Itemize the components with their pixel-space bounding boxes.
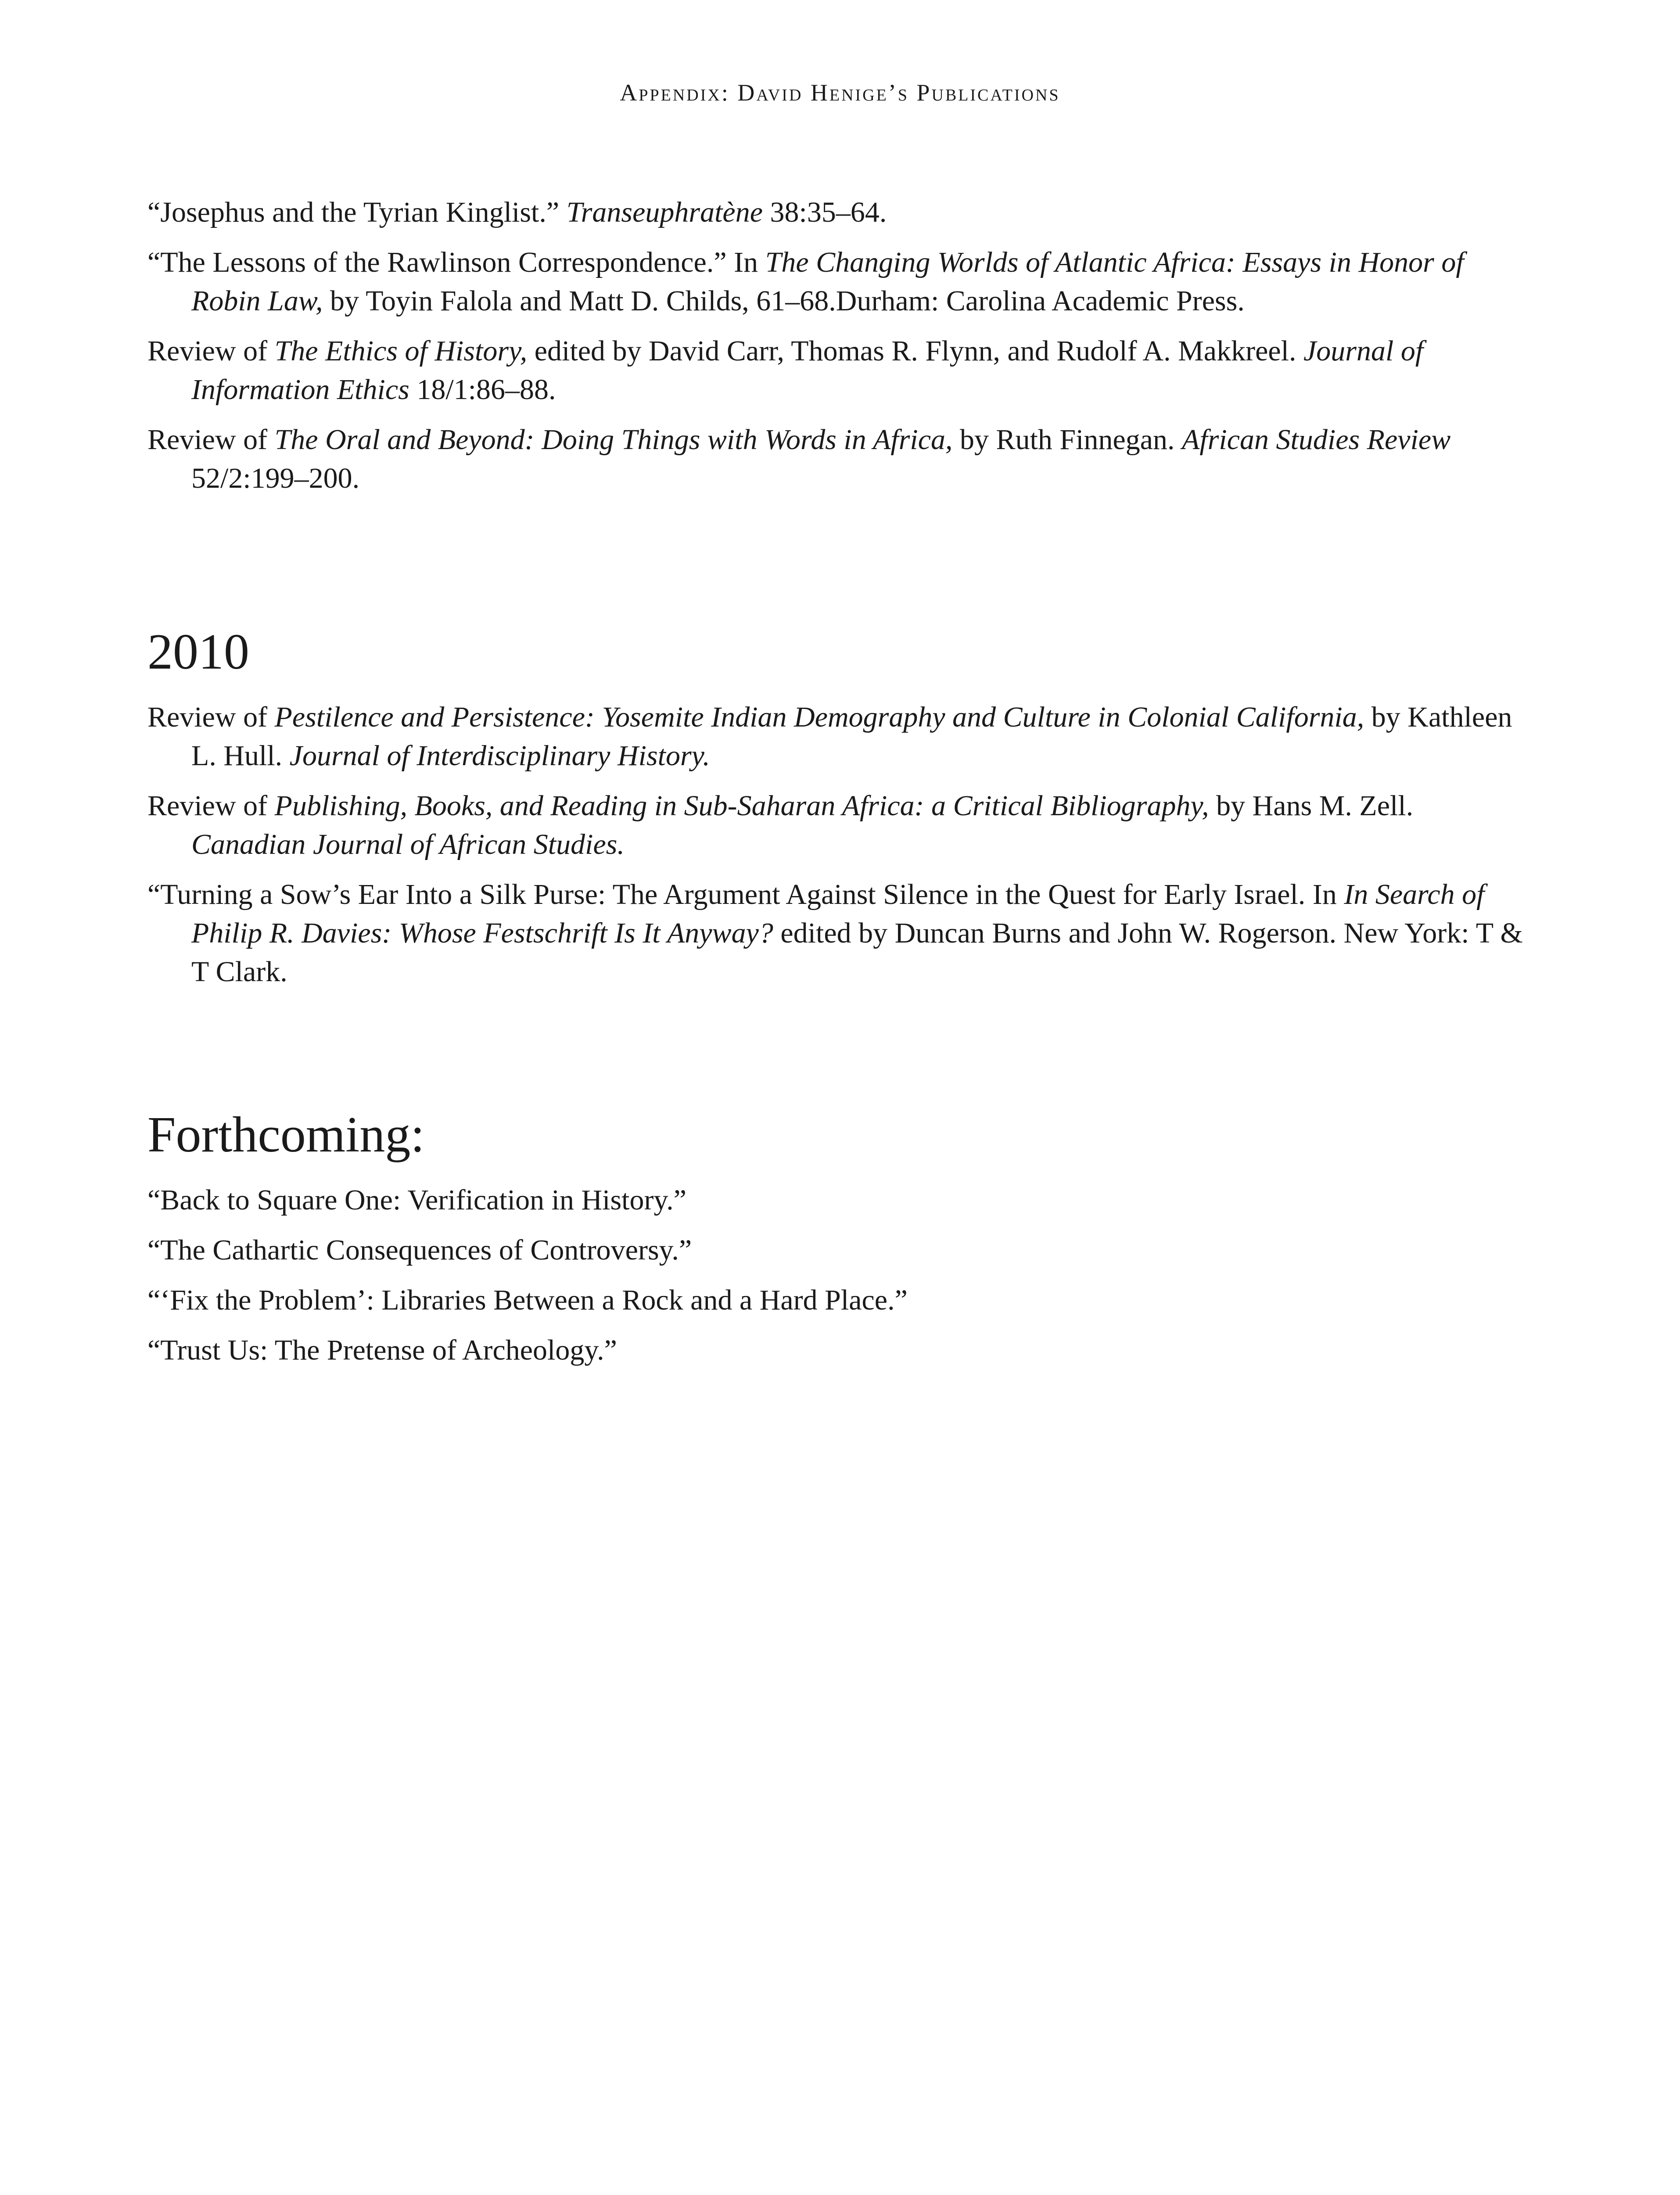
bibliography-entry bbox=[147, 698, 1534, 775]
entry-text: 52/2:199–200. bbox=[191, 462, 360, 494]
entry-text: “Trust Us: The Pretense of Archeology.” bbox=[147, 1334, 617, 1366]
bibliography-entry bbox=[147, 1331, 1534, 1370]
entry-list-2010 bbox=[147, 698, 1534, 1003]
bibliography-entry bbox=[147, 1281, 1534, 1320]
bibliography-entry bbox=[147, 787, 1534, 864]
entry-title-italic: Publishing, Books, and Reading in Sub-Saharan Africa: a Critical Bibliography, bbox=[274, 790, 1209, 822]
bibliography-entry bbox=[147, 1181, 1534, 1220]
entry-text: “Josephus and the Tyrian Kinglist.” bbox=[147, 196, 567, 228]
entry-title-italic: Transeuphratène bbox=[566, 196, 763, 228]
entry-title-italic: Journal of Information Ethics bbox=[191, 335, 1424, 406]
bibliography-entry bbox=[147, 332, 1534, 409]
entry-title-italic: The Changing Worlds of Atlantic Africa: Essays in Honor of Robin Law, bbox=[191, 246, 1464, 317]
section-heading-forthcoming: Forthcoming: bbox=[147, 1107, 425, 1163]
entry-text: edited by David Carr, Thomas R. Flynn, and Rudolf A. Makkreel. bbox=[527, 335, 1303, 367]
entry-list-forthcoming bbox=[147, 1181, 1534, 1381]
entry-text: Review of bbox=[147, 335, 275, 367]
entry-title-italic: African Studies Review bbox=[1182, 424, 1451, 456]
entry-text: 38:35–64. bbox=[763, 196, 887, 228]
entry-text: “The Lessons of the Rawlinson Correspondence.” In bbox=[147, 246, 765, 278]
entry-text: edited by Duncan Burns and John W. Rogerson. New York: T & T Clark. bbox=[191, 917, 1523, 988]
entry-title-italic: Pestilence and Persistence: Yosemite Indian Demography and Culture in Colonial California, bbox=[274, 701, 1364, 733]
entry-title-italic: Journal of Interdisciplinary History. bbox=[289, 740, 710, 772]
running-header: Appendix: David Henige’s Publications bbox=[620, 79, 1060, 106]
entry-text: “The Cathartic Consequences of Controversy.” bbox=[147, 1234, 692, 1266]
entry-text: by Toyin Falola and Matt D. Childs, 61–68.Durham: Carolina Academic Press. bbox=[323, 285, 1245, 317]
entry-text: 18/1:86–88. bbox=[409, 374, 556, 406]
entry-title-italic: The Ethics of History, bbox=[274, 335, 528, 367]
entry-text: Review of bbox=[147, 424, 275, 456]
entry-list-2009 bbox=[147, 193, 1534, 509]
entry-text: “‘Fix the Problem’: Libraries Between a Rock and a Hard Place.” bbox=[147, 1284, 908, 1316]
entry-text: by Kathleen L. Hull. bbox=[191, 701, 1512, 772]
entry-text: “Back to Square One: Verification in History.” bbox=[147, 1184, 686, 1216]
bibliography-entry bbox=[147, 875, 1534, 991]
entry-text: “Turning a Sow’s Ear Into a Silk Purse: The Argument Against Silence in the Quest for Early Israel. In bbox=[147, 878, 1344, 910]
bibliography-entry bbox=[147, 243, 1534, 320]
section-heading-2010: 2010 bbox=[147, 624, 249, 680]
entry-title-italic: Canadian Journal of African Studies. bbox=[191, 828, 625, 860]
entry-text: by Ruth Finnegan. bbox=[952, 424, 1182, 456]
entry-text: Review of bbox=[147, 701, 275, 733]
bibliography-entry bbox=[147, 421, 1534, 498]
bibliography-entry bbox=[147, 1231, 1534, 1270]
entry-title-italic: The Oral and Beyond: Doing Things with Words in Africa, bbox=[274, 424, 953, 456]
entry-text: Review of bbox=[147, 790, 275, 822]
entry-text: by Hans M. Zell. bbox=[1209, 790, 1414, 822]
bibliography-entry bbox=[147, 193, 1534, 232]
entry-title-italic: In Search of Philip R. Davies: Whose Festschrift Is It Anyway? bbox=[191, 878, 1485, 949]
